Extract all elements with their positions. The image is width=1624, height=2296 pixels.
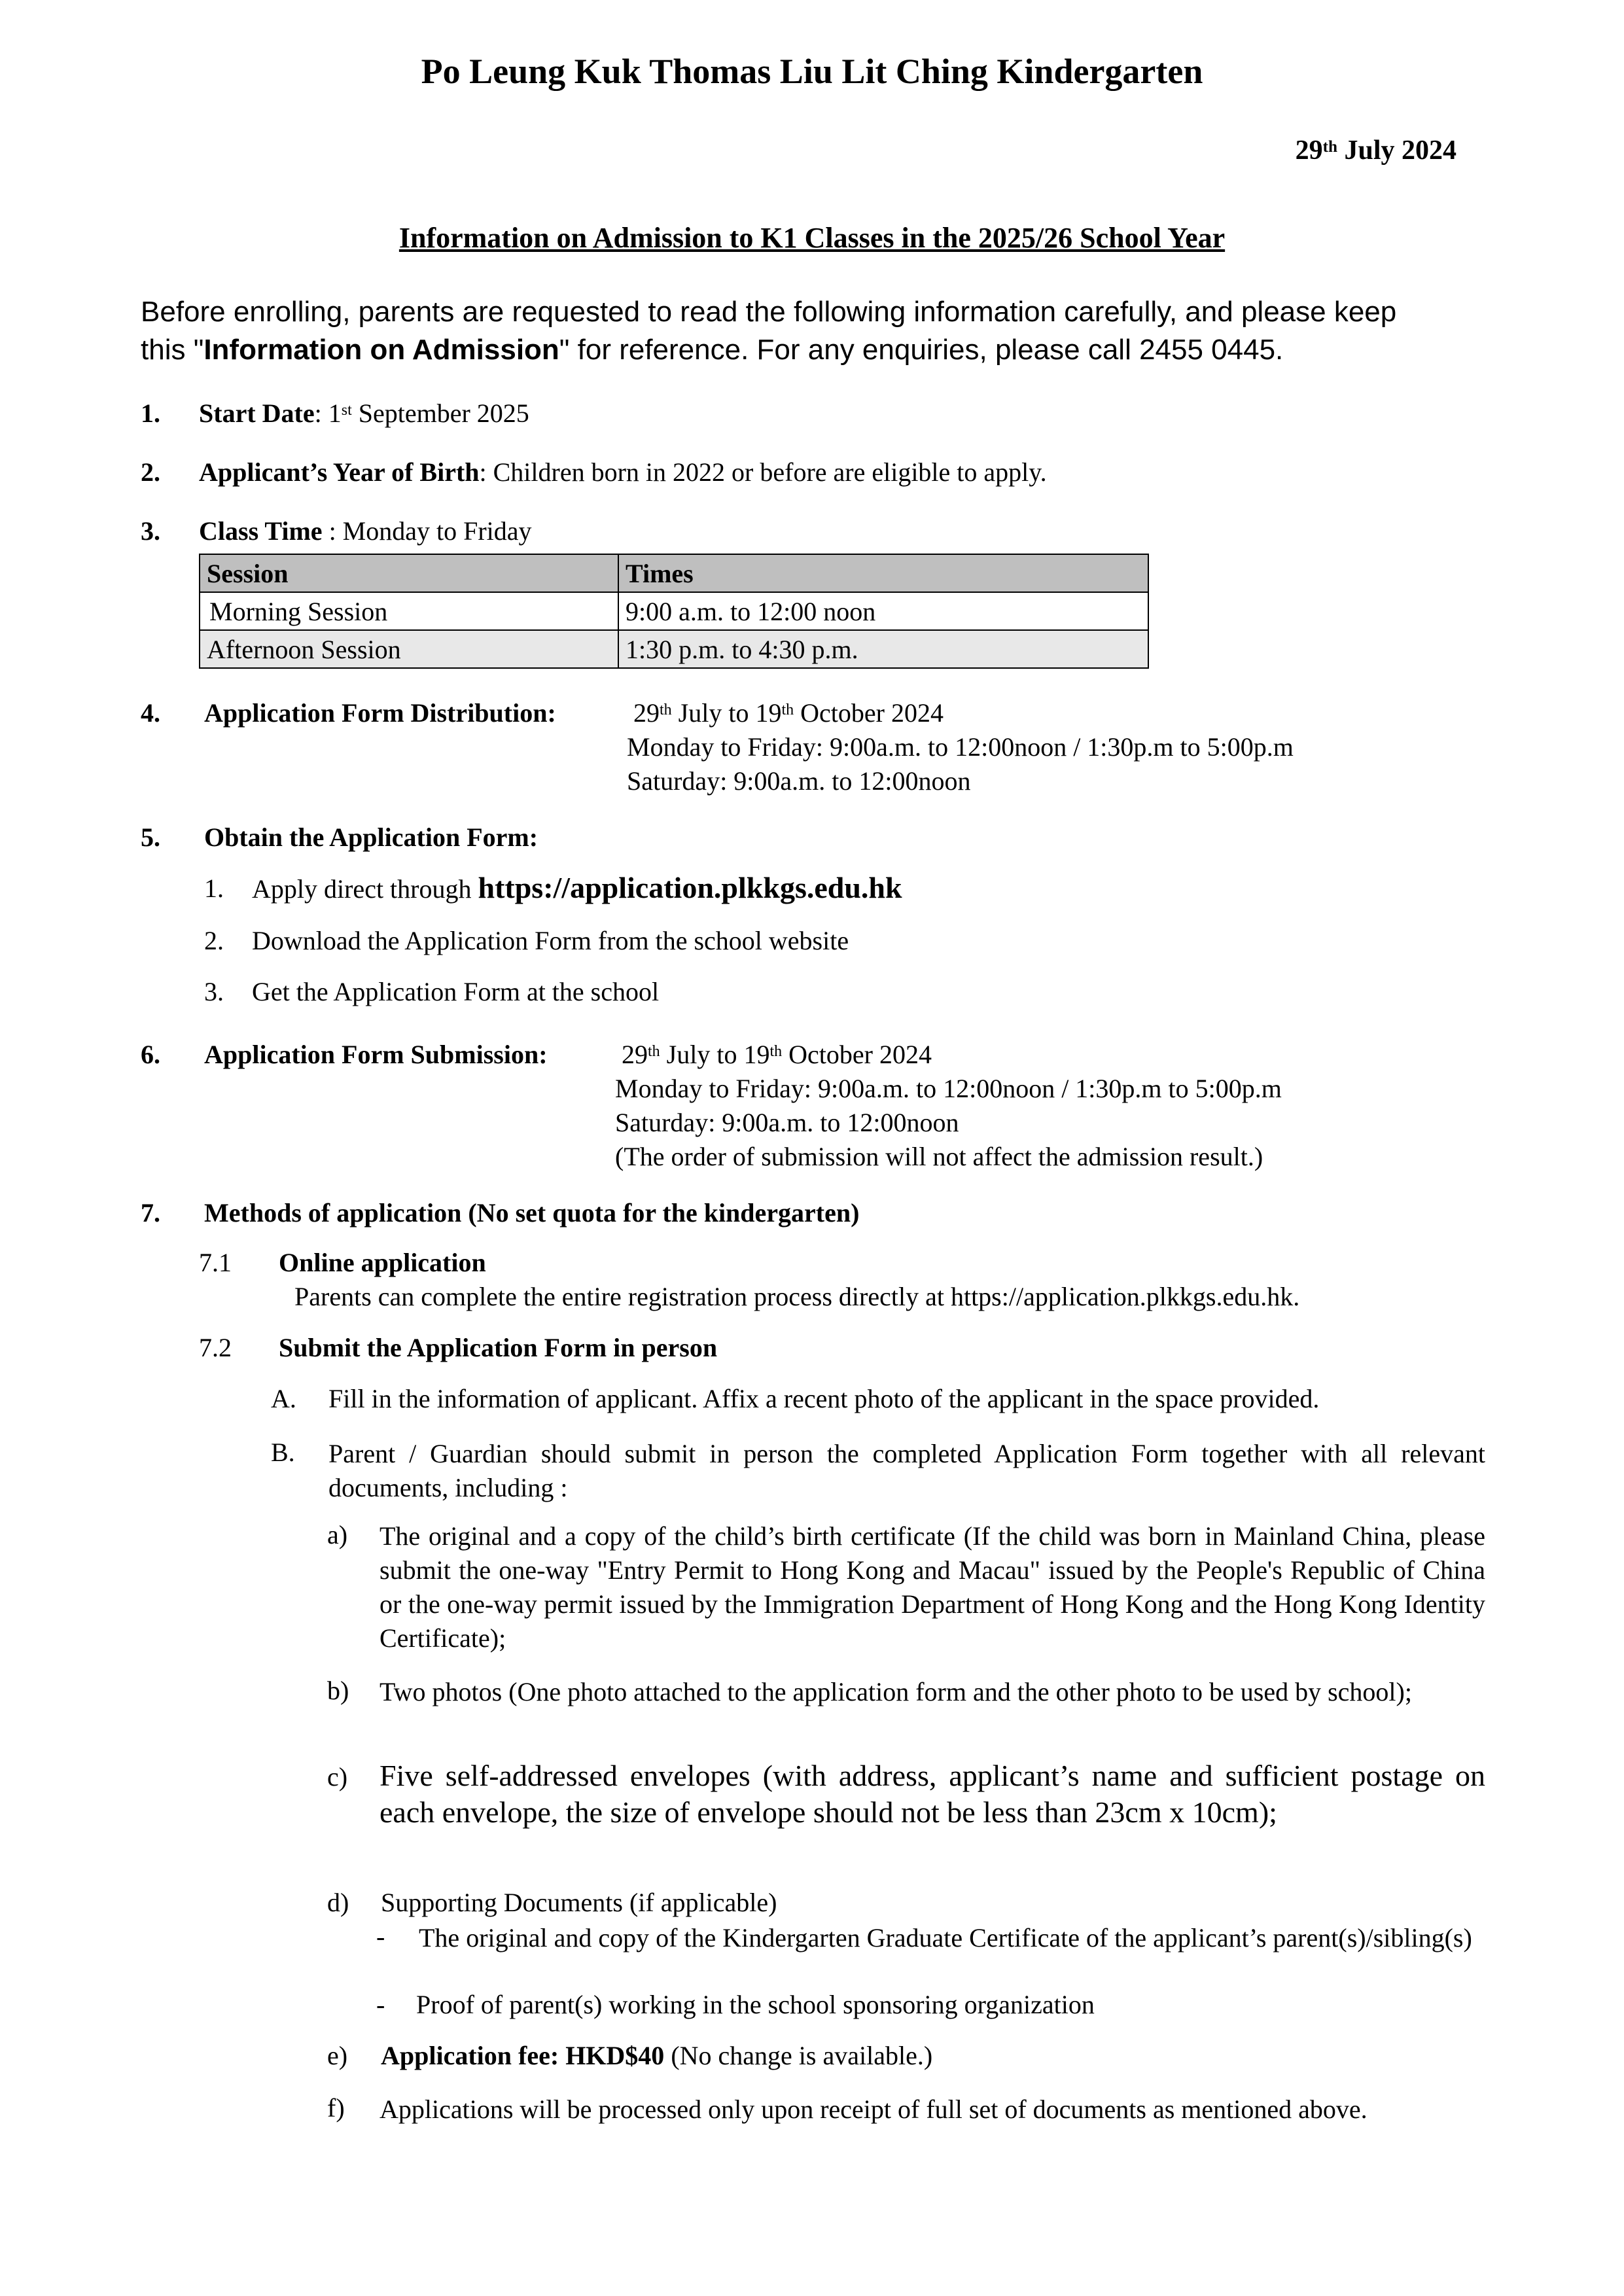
item-1-start-date [199, 398, 529, 429]
item-2-number: 2. [141, 457, 160, 487]
item-4-dates [633, 698, 944, 728]
item-6-weekday-hours: Monday to Friday: 9:00a.m. to 12:00noon / 1:30p.m to 5:00p.m [615, 1074, 1282, 1103]
item-2-year-of-birth [199, 457, 1047, 487]
date-day: 29 [1295, 135, 1323, 166]
item-4-label: Application Form Distribution: [204, 698, 556, 728]
item-4-m1: July to 19 [671, 698, 782, 728]
item-1-label: Start Date [199, 398, 315, 428]
point-b-text: Parent / Guardian should submit in person the completed Application Form together with all relevant documents, including : [328, 1439, 1485, 1502]
item-5-option-1-number: 1. [204, 874, 224, 903]
doc-d-dash-2: - [376, 1990, 385, 2019]
item-5-number: 5. [141, 822, 160, 852]
doc-d-marker: d) [327, 1888, 349, 1917]
doc-b-marker: b) [327, 1676, 349, 1705]
table-cell-session: Morning Session [200, 592, 618, 630]
item-1-sup: st [341, 402, 352, 419]
item-4-s2: th [781, 701, 794, 719]
section-7-2-label: Submit the Application Form in person [279, 1333, 718, 1362]
table-cell-times: 1:30 p.m. to 4:30 p.m. [618, 630, 1148, 668]
table-header-session: Session [200, 554, 618, 592]
doc-a-text: The original and a copy of the child’s birth certificate (If the child was born in Mainland China, please submit the one-way "Entry Permit to Hong Kong and Macau" issued by the People's Republic of China or the one-way permit issued by the Immigration Department of Hong Kong and the Hong Kong Identity Certificate); [380, 1521, 1485, 1653]
doc-a-marker: a) [327, 1520, 348, 1549]
item-1-number: 1. [141, 398, 160, 428]
intro-text-a: this " [141, 334, 204, 366]
item-3-rest: : Monday to Friday [322, 516, 532, 546]
point-a-text: Fill in the information of applicant. Affix a recent photo of the applicant in the space provided. [328, 1384, 1320, 1413]
item-2-label: Applicant’s Year of Birth [199, 457, 480, 487]
table-cell-times: 9:00 a.m. to 12:00 noon [618, 592, 1148, 630]
item-7-label: Methods of application (No set quota for the kindergarten) [204, 1198, 860, 1227]
section-7-1-number: 7.1 [199, 1248, 232, 1277]
item-5-option-3: Get the Application Form at the school [252, 977, 660, 1006]
item-3-label: Class Time [199, 516, 323, 546]
doc-c-text: Five self-addressed envelopes (with address, applicant’s name and sufficient postage on each envelope, the size of envelope should not be less than 23cm x 10cm); [380, 1759, 1485, 1829]
item-6-s2: th [769, 1043, 783, 1061]
school-name: Po Leung Kuk Thomas Liu Lit Ching Kindergarten [421, 52, 1203, 91]
item-6-d1: 29 [622, 1040, 648, 1069]
doc-d-sub-2: Proof of parent(s) working in the school sponsoring organization [416, 1990, 1095, 2019]
document-date [1296, 135, 1456, 166]
doc-f-marker: f) [327, 2093, 345, 2123]
doc-d-dash-1: - [376, 1922, 385, 1951]
document-title: Information on Admission to K1 Classes in the 2025/26 School Year [398, 222, 1226, 254]
item-4-weekday-hours: Monday to Friday: 9:00a.m. to 12:00noon / 1:30p.m to 5:00p.m [627, 732, 1294, 762]
item-7-number: 7. [141, 1198, 160, 1227]
item-5-option-3-number: 3. [204, 977, 224, 1006]
item-5-option-2: Download the Application Form from the school website [252, 926, 849, 955]
point-b-marker: B. [271, 1438, 295, 1467]
doc-e-marker: e) [327, 2041, 348, 2070]
doc-f-text: Applications will be processed only upon receipt of full set of documents as mentioned above. [380, 2094, 1368, 2124]
section-7-2-number: 7.2 [199, 1333, 232, 1362]
item-4-d1: 29 [633, 698, 660, 728]
item-6-m2: October 2024 [782, 1040, 932, 1069]
item-6-s1: th [648, 1043, 660, 1061]
date-suffix: th [1322, 137, 1337, 156]
item-5-option-1 [252, 870, 902, 905]
application-fee-note: (No change is available.) [664, 2041, 933, 2070]
doc-d-sub-1: The original and copy of the Kindergarten Graduate Certificate of the applicant’s parent(s)/sibling(s) [419, 1923, 1472, 1952]
item-6-number: 6. [141, 1040, 160, 1069]
item-6-m1: July to 19 [660, 1040, 770, 1069]
item-4-m2: October 2024 [794, 698, 944, 728]
table-header-times: Times [618, 554, 1148, 592]
doc-b-text: Two photos (One photo attached to the application form and the other photo to be used by school); [380, 1677, 1412, 1706]
item-6-dates [622, 1039, 932, 1070]
intro-text-c: " for reference. For any enquiries, please call 2455 0445. [559, 334, 1284, 366]
item-4-saturday-hours: Saturday: 9:00a.m. to 12:00noon [627, 766, 971, 796]
item-4-number: 4. [141, 698, 160, 728]
point-a-marker: A. [271, 1384, 296, 1413]
item-4-s1: th [660, 701, 672, 719]
item-6-note: (The order of submission will not affect the admission result.) [615, 1142, 1263, 1171]
item-5-label: Obtain the Application Form: [204, 822, 538, 852]
doc-c-marker: c) [327, 1762, 348, 1792]
item-5-option-2-number: 2. [204, 926, 224, 955]
item-2-rest: : Children born in 2022 or before are eligible to apply. [479, 457, 1047, 487]
class-time-table [199, 554, 1149, 669]
table-row [200, 592, 1148, 630]
section-7-1-label: Online application [279, 1248, 486, 1277]
table-cell-session: Afternoon Session [200, 630, 618, 668]
doc-d-text: Supporting Documents (if applicable) [381, 1888, 777, 1917]
application-link[interactable]: https://application.plkkgs.edu.hk [478, 871, 902, 904]
item-1-rest: September 2025 [351, 398, 529, 428]
intro-bold: Information on Admission [203, 334, 559, 366]
section-7-1-text: Parents can complete the entire registration process directly at https://application.plkkgs.edu.hk. [294, 1282, 1300, 1311]
item-6-saturday-hours: Saturday: 9:00a.m. to 12:00noon [615, 1108, 959, 1137]
item-3-number: 3. [141, 516, 160, 546]
table-row [200, 630, 1148, 668]
application-fee: Application fee: HKD$40 [381, 2041, 665, 2070]
doc-e-text [381, 2040, 932, 2071]
item-1-sep: : 1 [314, 398, 342, 428]
intro-line-2 [141, 334, 1283, 366]
table-header-row [200, 554, 1148, 592]
item-3-class-time [199, 516, 532, 546]
item-5-option-1-text: Apply direct through [252, 874, 478, 904]
item-6-label: Application Form Submission: [204, 1040, 548, 1069]
date-rest: July 2024 [1337, 135, 1456, 166]
intro-line-1: Before enrolling, parents are requested to read the following information carefully, and please keep [141, 296, 1397, 328]
